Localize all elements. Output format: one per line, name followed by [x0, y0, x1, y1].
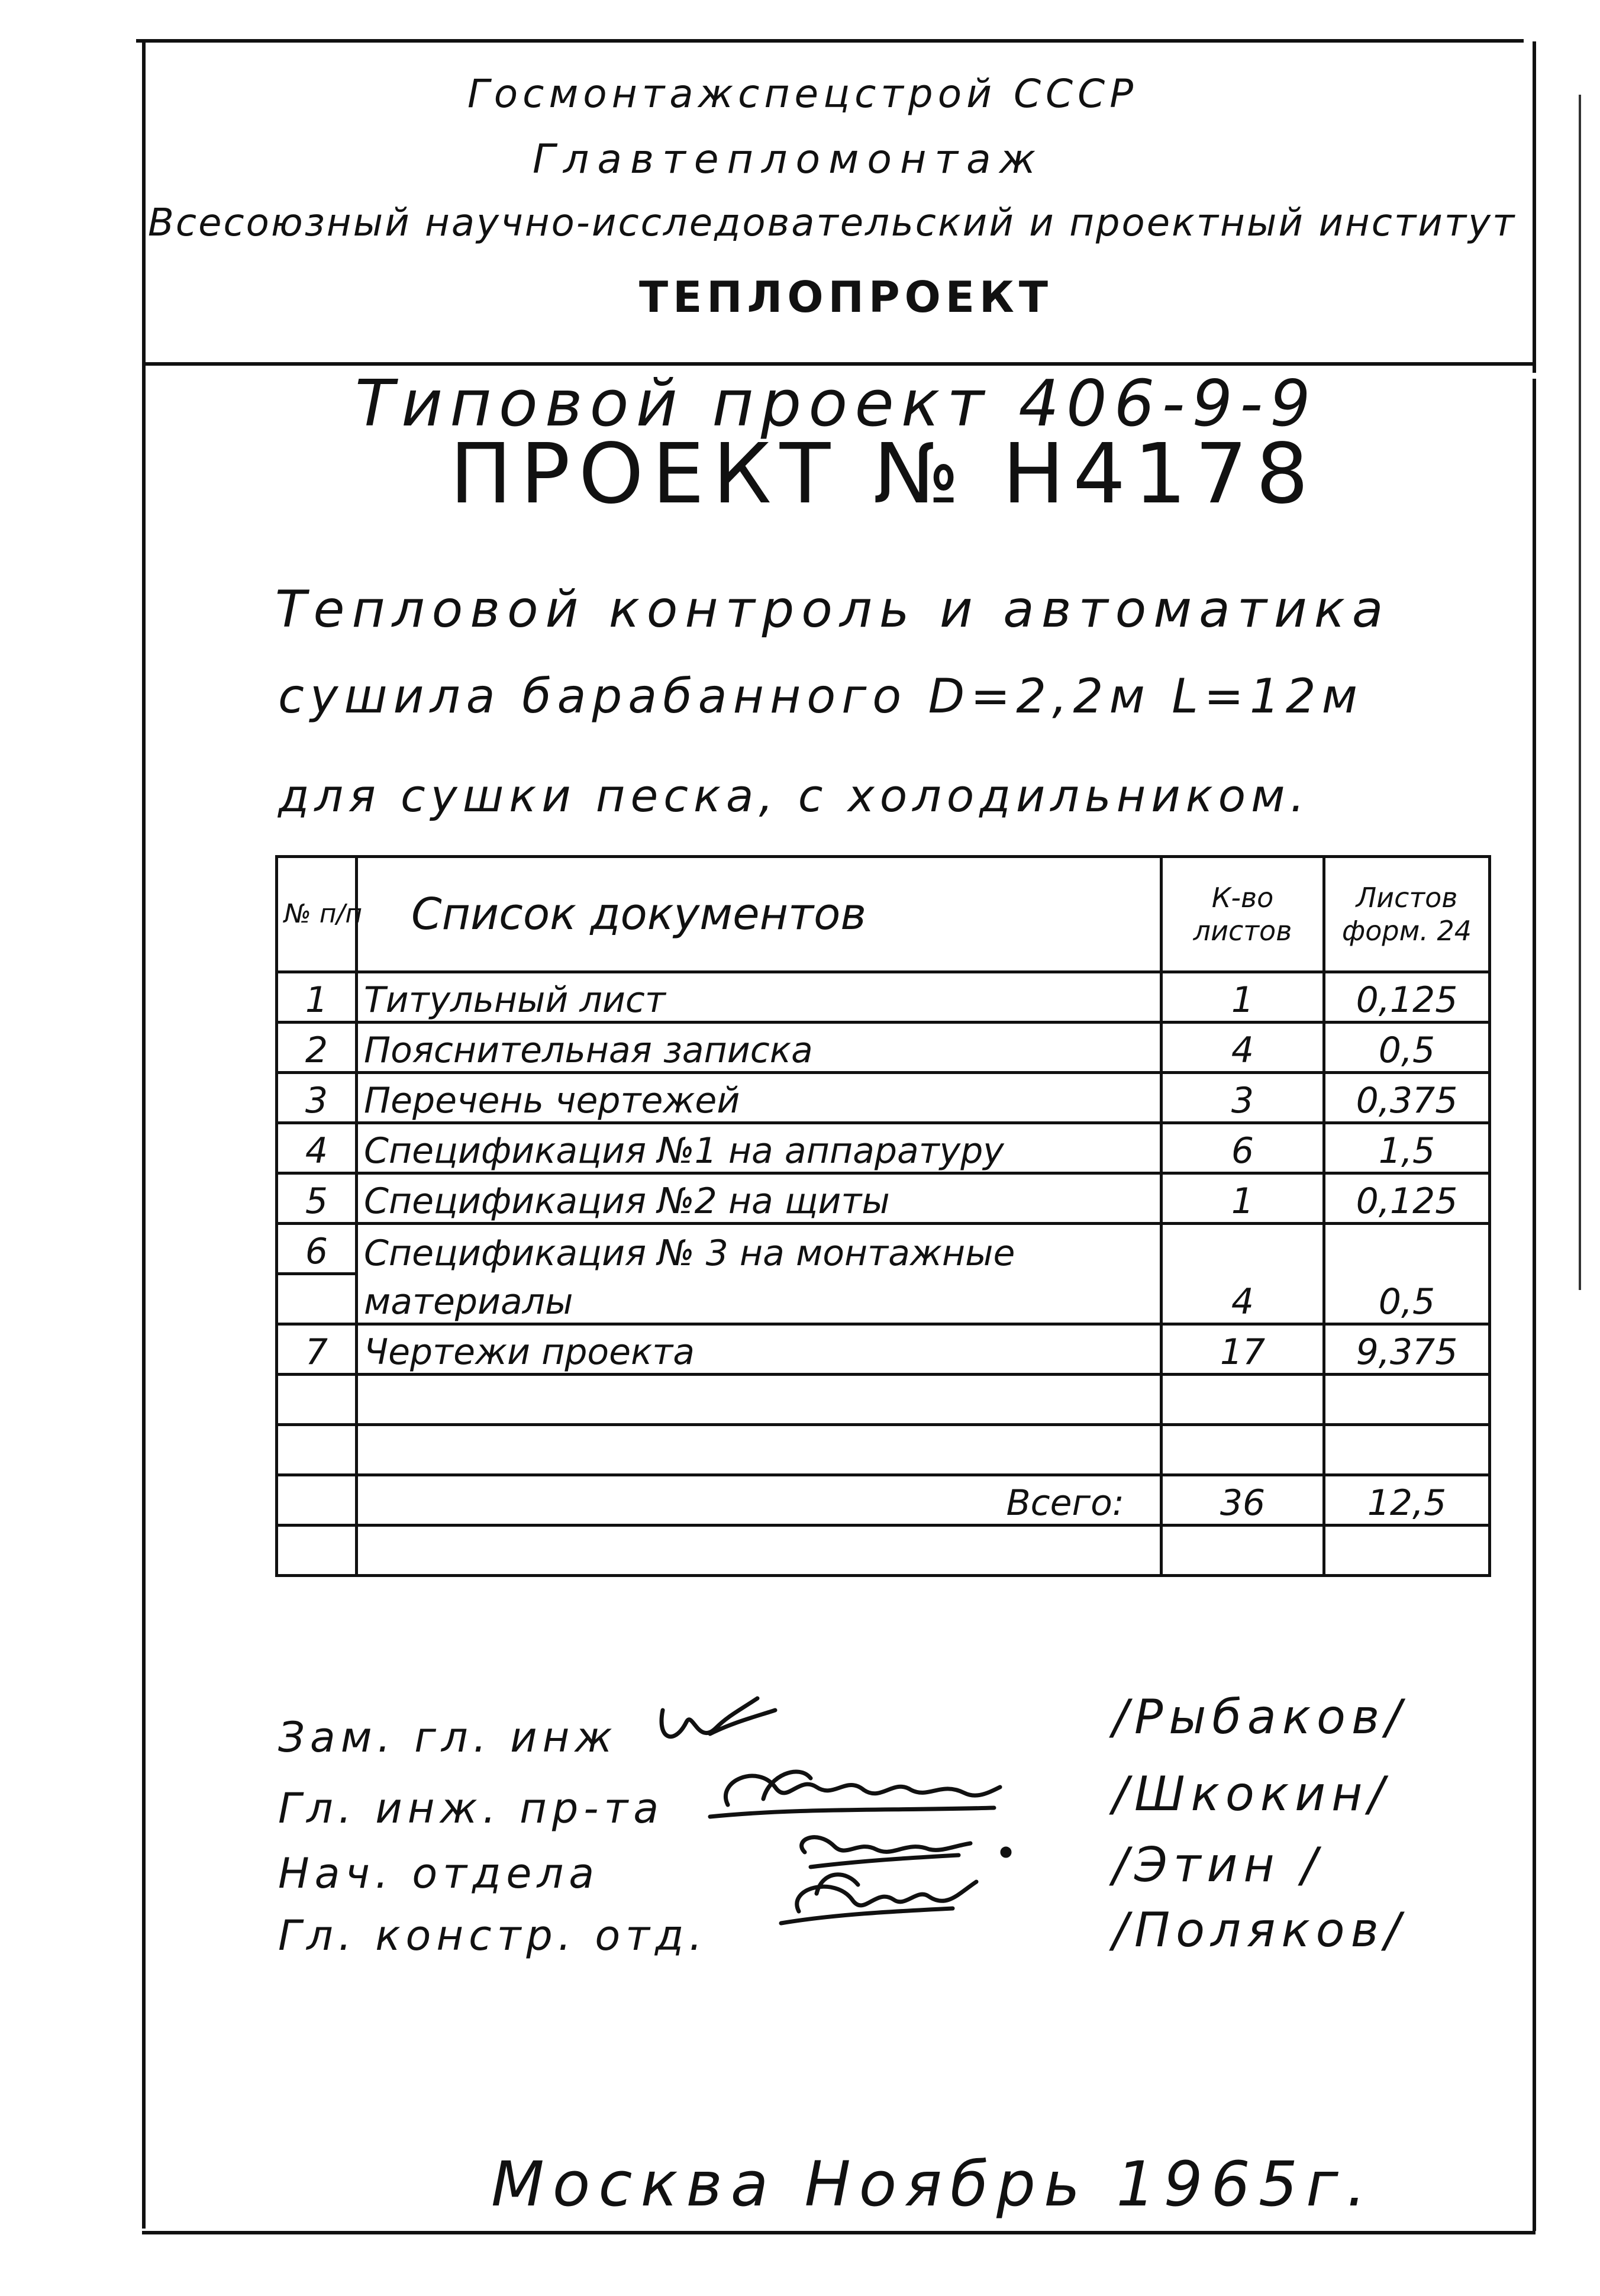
- place-and-date: Москва Ноябрь 1965г.: [491, 2148, 1375, 2220]
- row-name: Титульный лист: [357, 972, 1162, 1023]
- empty-cell: [277, 1475, 357, 1526]
- header-name: Список документов: [357, 857, 1162, 972]
- signature-4: [781, 1875, 976, 1923]
- header-num: № п/п: [277, 857, 357, 972]
- row-format: 0,5: [1324, 1023, 1490, 1073]
- signature-name-2: /Шкокин/: [1112, 1766, 1391, 1821]
- frame-left-line: [142, 39, 146, 2229]
- row-sheets: 1: [1162, 1173, 1324, 1224]
- row-sheets: [1162, 1224, 1324, 1274]
- header-format: Листов форм. 24: [1324, 857, 1490, 972]
- row-format: 0,125: [1324, 972, 1490, 1023]
- org-main: Главтепломонтаж: [533, 136, 1044, 183]
- frame-right-line-lower: [1533, 379, 1536, 2231]
- table-row: [277, 1073, 1490, 1123]
- description-line-1: Тепловой контроль и автоматика: [275, 580, 1391, 639]
- empty-cell: [277, 1526, 357, 1576]
- empty-cell: [1162, 1526, 1324, 1576]
- margin-mark-right: [1579, 95, 1581, 1290]
- description-line-2: сушила барабанного D=2,2м L=12м: [278, 669, 1363, 724]
- row-sheets: 4: [1162, 1274, 1324, 1324]
- signature-role-1: Зам. гл. инж: [278, 1713, 618, 1762]
- row-name: Спецификация №2 на щиты: [357, 1173, 1162, 1224]
- row-num: 1: [277, 972, 357, 1023]
- institute-description: Всесоюзный научно-исследовательский и проектный институт: [148, 201, 1517, 245]
- frame-right-line: [1533, 41, 1536, 373]
- empty-cell: [1324, 1526, 1490, 1576]
- empty-cell: [277, 1425, 357, 1475]
- row-num: 5: [277, 1173, 357, 1224]
- total-format: 12,5: [1324, 1475, 1490, 1526]
- signature-3: [802, 1837, 970, 1867]
- signature-role-3: Нач. отдела: [278, 1849, 600, 1898]
- row-num: [277, 1274, 357, 1324]
- header-sheets: К-во листов: [1162, 857, 1324, 972]
- institute-name: ТЕПЛОПРОЕКТ: [639, 272, 1053, 322]
- total-sheets: 36: [1162, 1475, 1324, 1526]
- signature-1: [662, 1698, 775, 1737]
- table-header-row: [277, 857, 1490, 972]
- signature-scribbles: [621, 1675, 1071, 1959]
- row-sheets: 1: [1162, 972, 1324, 1023]
- header-divider-line: [142, 362, 1536, 366]
- table-total-row: [277, 1475, 1490, 1526]
- signature-2: [710, 1772, 1000, 1817]
- row-name: Спецификация №1 на аппаратуру: [357, 1123, 1162, 1173]
- row-num: 4: [277, 1123, 357, 1173]
- table-row: [277, 1324, 1490, 1375]
- row-sheets: 17: [1162, 1324, 1324, 1375]
- row-name: материалы: [357, 1274, 1162, 1324]
- signature-name-1: /Рыбаков/: [1112, 1689, 1408, 1744]
- row-format: [1324, 1224, 1490, 1274]
- signature-role-2: Гл. инж. пр-та: [278, 1784, 664, 1833]
- row-name: Чертежи проекта: [357, 1324, 1162, 1375]
- signature-role-4: Гл. констр. отд.: [278, 1911, 708, 1960]
- row-format: 0,375: [1324, 1073, 1490, 1123]
- row-sheets: 6: [1162, 1123, 1324, 1173]
- table-row: [277, 1173, 1490, 1224]
- row-format: 9,375: [1324, 1324, 1490, 1375]
- row-name: Пояснительная записка: [357, 1023, 1162, 1073]
- signature-name-3: /Этин /: [1112, 1837, 1324, 1892]
- empty-cell: [1324, 1425, 1490, 1475]
- empty-cell: [277, 1375, 357, 1425]
- row-sheets: 4: [1162, 1023, 1324, 1073]
- empty-cell: [1162, 1425, 1324, 1475]
- table-row: [277, 1224, 1490, 1274]
- documents-table: [275, 855, 1491, 1577]
- empty-cell: [1162, 1375, 1324, 1425]
- project-number: ПРОЕКТ № Н4178: [450, 426, 1317, 523]
- row-name: Перечень чертежей: [357, 1073, 1162, 1123]
- empty-cell: [357, 1375, 1162, 1425]
- signature-dot: [1002, 1849, 1009, 1856]
- empty-cell: [357, 1425, 1162, 1475]
- row-num: 3: [277, 1073, 357, 1123]
- typical-project-title: Типовой проект 406-9-9: [355, 367, 1318, 441]
- table-row: [277, 1274, 1490, 1324]
- row-name: Спецификация № 3 на монтажные: [357, 1224, 1162, 1274]
- table-row-empty: [277, 1526, 1490, 1576]
- total-label: Всего:: [357, 1475, 1162, 1526]
- row-num: 7: [277, 1324, 357, 1375]
- signature-name-4: /Поляков/: [1112, 1902, 1407, 1958]
- frame-bottom-line: [142, 2231, 1536, 2234]
- row-sheets: 3: [1162, 1073, 1324, 1123]
- table-row: [277, 1123, 1490, 1173]
- org-ministry: Госмонтажспецстрой СССР: [467, 71, 1138, 117]
- table-row: [277, 1023, 1490, 1073]
- row-num: 6: [277, 1224, 357, 1274]
- row-format: 1,5: [1324, 1123, 1490, 1173]
- table-row-empty: [277, 1375, 1490, 1425]
- table-row: [277, 972, 1490, 1023]
- table-row-empty: [277, 1425, 1490, 1475]
- frame-top-line: [136, 39, 1524, 43]
- row-num: 2: [277, 1023, 357, 1073]
- empty-cell: [357, 1526, 1162, 1576]
- row-format: 0,125: [1324, 1173, 1490, 1224]
- description-line-3: для сушки песка, с холодильником.: [278, 769, 1310, 822]
- row-format: 0,5: [1324, 1274, 1490, 1324]
- empty-cell: [1324, 1375, 1490, 1425]
